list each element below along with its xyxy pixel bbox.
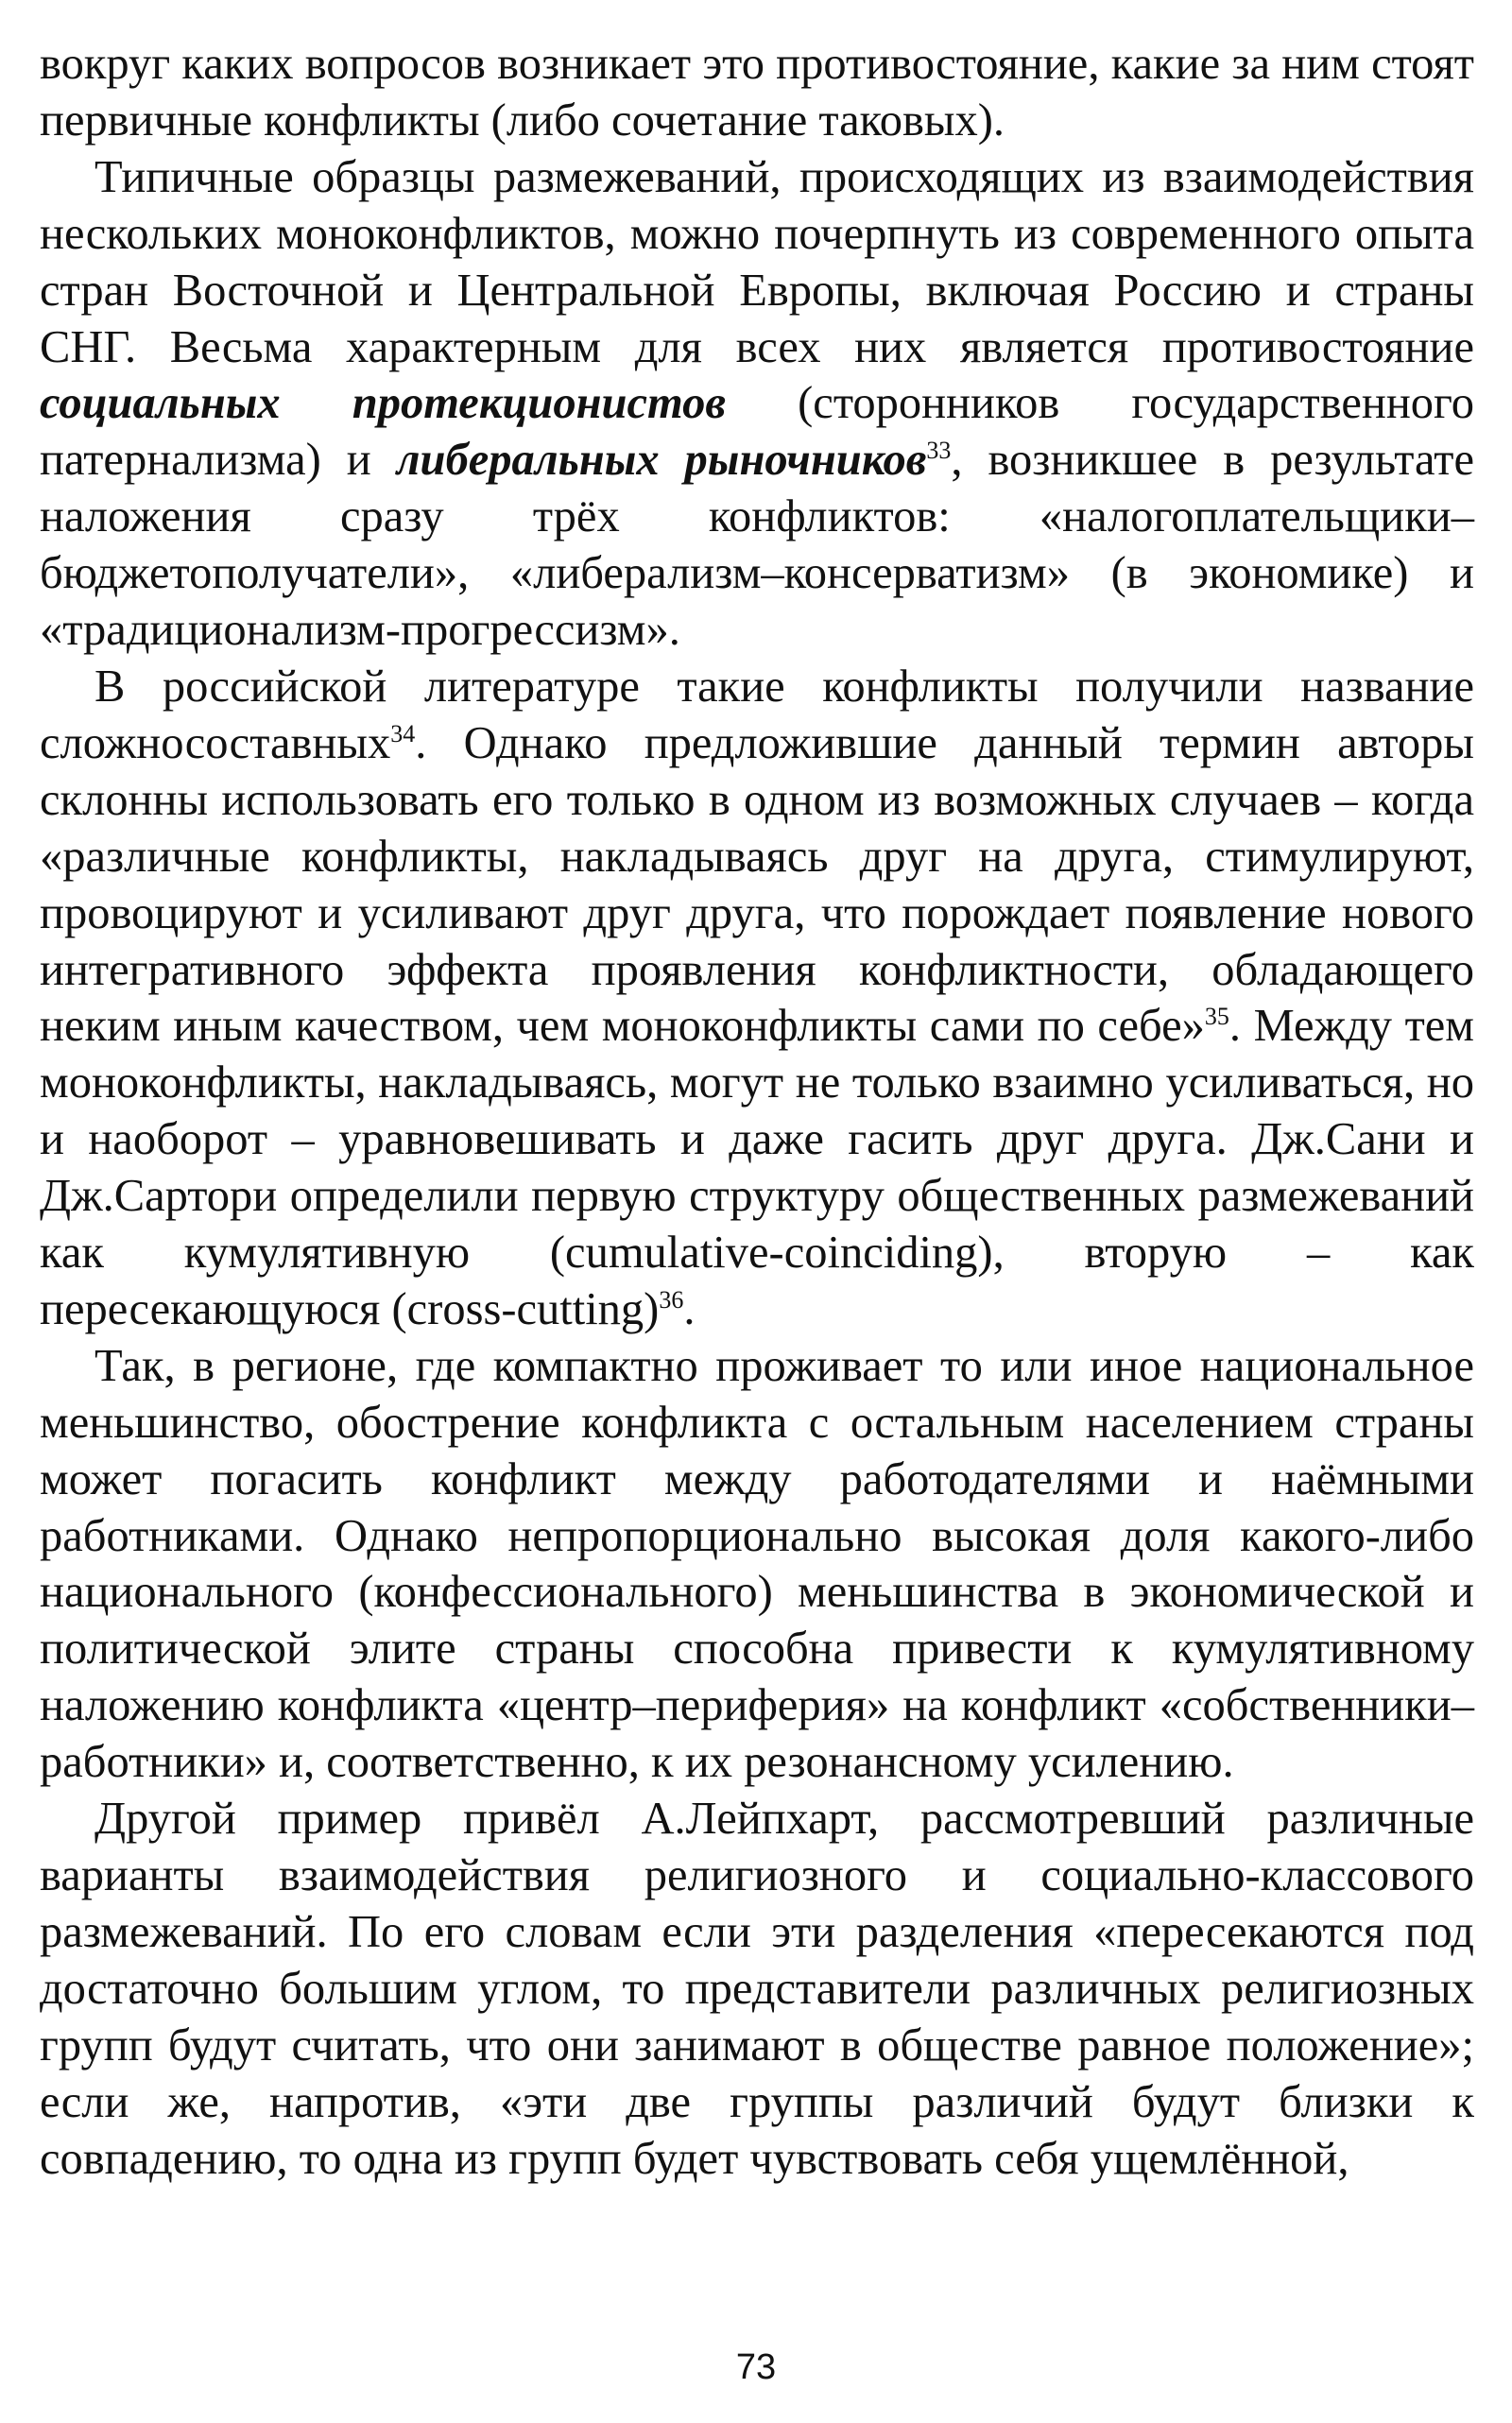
- footnote-ref: 33: [926, 437, 952, 465]
- paragraph-3: [40, 659, 1474, 1338]
- text-run: , возникшее в результате наложения сразу трёх конфликтов: «налогоплательщики–бюджетополучатели», «либерализм–консерватизм» (в экономике) и «традиционализм-прогрессизм».: [40, 435, 1474, 656]
- text-run: . Однако предложившие данный термин авторы склонны использовать его только в одном из возможных случаев – когда «различные конфликты, накладываясь друг на друга, стимулируют, провоцируют и усиливают друг друга, что порождает появление нового интегративного эффекта проявления конфликтности, обладающего неким иным качеством, чем моноконфликты сами по себе»: [40, 717, 1474, 1052]
- text-run: .: [683, 1283, 696, 1334]
- paragraph-1: [40, 36, 1474, 149]
- text-run: вокруг каких вопросов возникает это противостояние, какие за ним стоят первичные конфликты (либо сочетание таковых).: [40, 39, 1474, 146]
- footnote-ref: 36: [659, 1285, 684, 1314]
- text-run: . Между тем моноконфликты, накладываясь, могут не только взаимно усиливаться, но и наоборот – уравновешивать и даже гасить друг друга. Дж.Сани и Дж.Сартори определили первую структуру общественных размежеваний как кумулятивную (cumulative-coinciding), вторую – как пересекающуюся (cross-cutting): [40, 1001, 1474, 1334]
- text-run: (сторонников государственного патернализма) и: [40, 378, 1474, 486]
- emphasized-term: социальных протекционистов: [40, 378, 727, 429]
- text-run: Другой пример привёл А.Лейпхарт, рассмотревший различные варианты взаимодействия религиозного и социально-классового размежеваний. По его словам если эти разделения «пересекаются под достаточно большим углом, то представители различных религиозных групп будут считать, что они занимают в обществе равное положение»; если же, напротив, «эти две группы различий будут близки к совпадению, то одна из групп будет чувствовать себя ущемлённой,: [40, 1794, 1474, 2184]
- footnote-ref: 35: [1204, 1003, 1229, 1031]
- text-run: В российской литературе такие конфликты получили название сложносоставных: [40, 661, 1474, 768]
- text-run: Так, в регионе, где компактно проживает то или иное национальное меньшинство, обострение конфликта с остальным населением страны может погасить конфликт между работодателями и наёмными работниками. Однако непропорционально высокая доля какого-либо национального (конфессионального) меньшинства в экономической и политической элите страны способна привести к кумулятивному наложению конфликта «центр–периферия» на конфликт «собственники–работники» и, соответственно, к их резонансному усилению.: [40, 1340, 1474, 1788]
- page-number: 73: [735, 2347, 777, 2387]
- text-run: Типичные образцы размежеваний, происходящих из взаимодействия нескольких моноконфликтов, можно почерпнуть из современного опыта стран Восточной и Центральной Европы, включая Россию и страны СНГ. Весьма характерным для всех них является противостояние: [40, 151, 1474, 372]
- paragraph-5: [40, 1791, 1474, 2187]
- footnote-ref: 34: [390, 719, 416, 748]
- page-body: [40, 36, 1474, 2187]
- paragraph-4: [40, 1338, 1474, 1791]
- paragraph-2: [40, 149, 1474, 659]
- emphasized-term: либеральных рыночников: [396, 435, 927, 486]
